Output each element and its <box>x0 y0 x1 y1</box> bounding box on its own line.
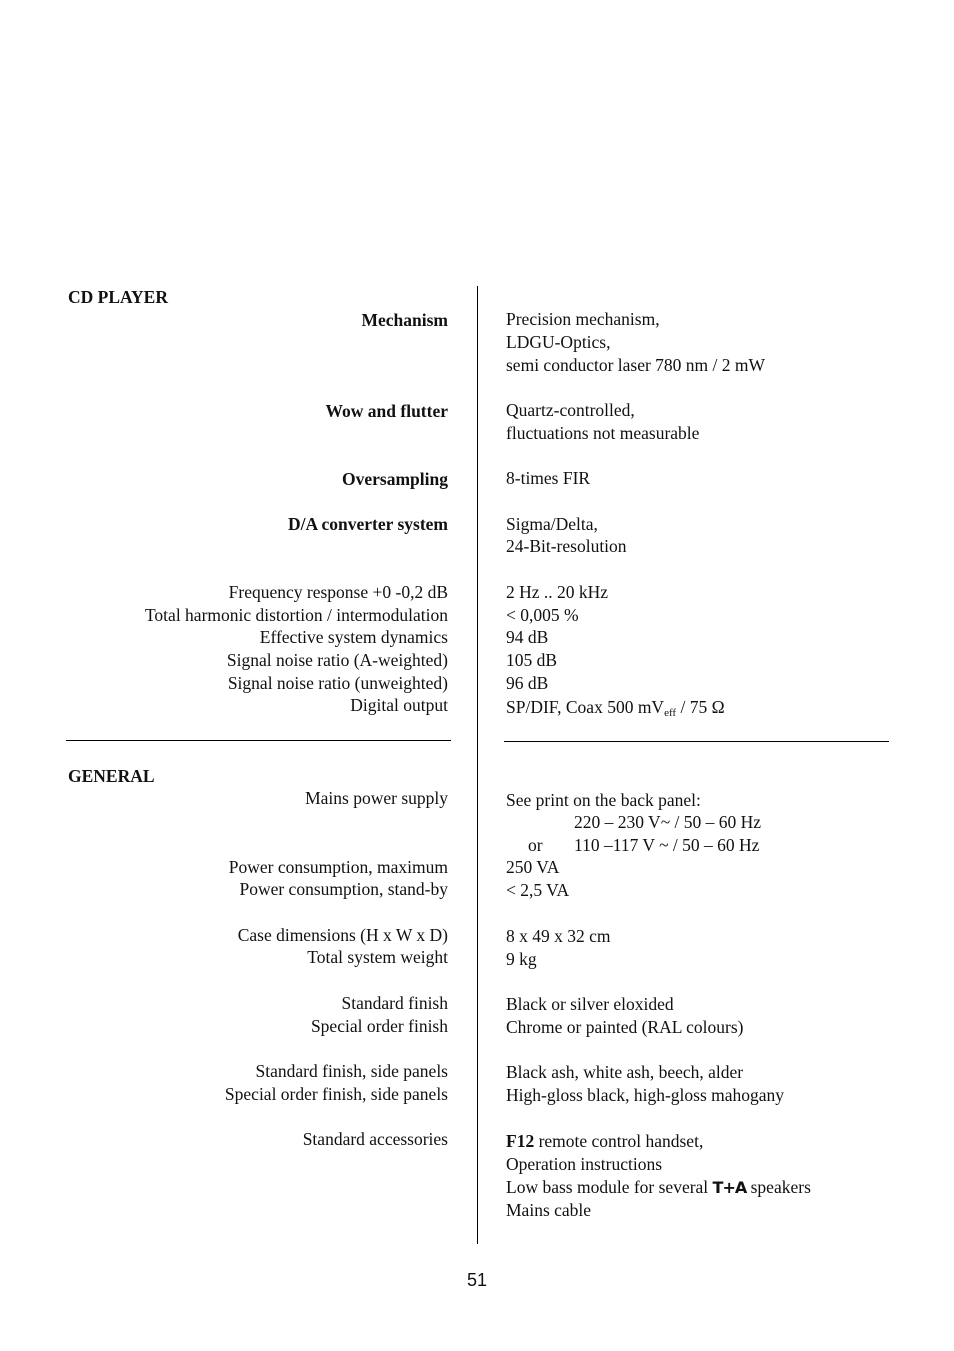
accessory-bass-module: Low bass module for several T+A speakers <box>506 1177 811 1197</box>
special-finish-value: Chrome or painted (RAL colours) <box>506 1017 744 1037</box>
mechanism-label: Mechanism <box>361 310 448 330</box>
spec-value: 2 Hz .. 20 kHz <box>506 582 609 602</box>
oversampling-value: 8-times FIR <box>506 468 591 488</box>
da-converter-label: D/A converter system <box>287 514 448 534</box>
spec-label: Frequency response +0 -0,2 dB <box>228 582 448 602</box>
wow-flutter-label: Wow and flutter <box>325 401 448 421</box>
weight-value: 9 kg <box>506 949 537 969</box>
spec-label: Signal noise ratio (unweighted) <box>227 673 448 693</box>
mechanism-value-2: LDGU-Optics, <box>506 332 611 352</box>
accessory-mains-cable: Mains cable <box>506 1200 592 1220</box>
page-number: 51 <box>466 1270 488 1290</box>
wow-flutter-value-2: fluctuations not measurable <box>506 423 700 443</box>
spec-label: Total harmonic distortion / intermodulation <box>144 605 448 625</box>
spec-value: < 0,005 % <box>506 605 579 625</box>
accessory-remote: F12 remote control handset, <box>506 1131 704 1151</box>
da-converter-value-2: 24-Bit-resolution <box>506 536 627 556</box>
mains-value-1: See print on the back panel: <box>506 790 701 810</box>
side-panels-standard-value: Black ash, white ash, beech, alder <box>506 1062 744 1082</box>
spec-value: 94 dB <box>506 627 549 647</box>
side-panels-standard-label: Standard finish, side panels <box>255 1061 448 1081</box>
power-standby-label: Power consumption, stand-by <box>239 879 448 899</box>
wow-flutter-value-1: Quartz-controlled, <box>506 400 635 420</box>
section-divider-left <box>66 740 451 741</box>
side-panels-special-value: High-gloss black, high-gloss mahogany <box>506 1085 785 1105</box>
spec-value: 96 dB <box>506 673 549 693</box>
da-converter-value-1: Sigma/Delta, <box>506 514 598 534</box>
power-standby-value: < 2,5 VA <box>506 880 570 900</box>
case-dimensions-label: Case dimensions (H x W x D) <box>237 925 448 945</box>
mains-value-3: 110 –117 V ~ / 50 – 60 Hz <box>574 835 760 855</box>
mechanism-value-1: Precision mechanism, <box>506 309 660 329</box>
digital-output-value: SP/DIF, Coax 500 $mV_{eff} / 75$ Ω <box>506 697 725 719</box>
accessory-instructions: Operation instructions <box>506 1154 663 1174</box>
spec-label: Effective system dynamics <box>259 627 448 647</box>
center-divider <box>477 286 478 1244</box>
section-divider-right <box>504 741 889 742</box>
spec-label: Signal noise ratio (A-weighted) <box>226 650 448 670</box>
power-max-value: 250 VA <box>506 857 560 877</box>
spec-value: 105 dB <box>506 650 558 670</box>
mains-value-2: 220 – 230 V~ / 50 – 60 Hz <box>574 812 762 832</box>
weight-label: Total system weight <box>307 947 448 967</box>
mains-or: or <box>528 835 543 855</box>
case-dimensions-value: 8 x 49 x 32 cm <box>506 926 611 946</box>
accessories-label: Standard accessories <box>302 1129 448 1149</box>
standard-finish-value: Black or silver eloxided <box>506 994 674 1014</box>
standard-finish-label: Standard finish <box>341 993 448 1013</box>
mains-label: Mains power supply <box>305 788 448 808</box>
oversampling-label: Oversampling <box>342 469 448 489</box>
ta-logo: T+A <box>712 1178 747 1197</box>
digital-output-label: Digital output <box>350 695 448 715</box>
general-heading: GENERAL <box>68 766 155 786</box>
cd-player-heading: CD PLAYER <box>68 287 168 307</box>
special-finish-label: Special order finish <box>310 1016 448 1036</box>
power-max-label: Power consumption, maximum <box>228 857 448 877</box>
side-panels-special-label: Special order finish, side panels <box>224 1084 448 1104</box>
mechanism-value-3: semi conductor laser 780 nm / 2 mW <box>506 355 766 375</box>
